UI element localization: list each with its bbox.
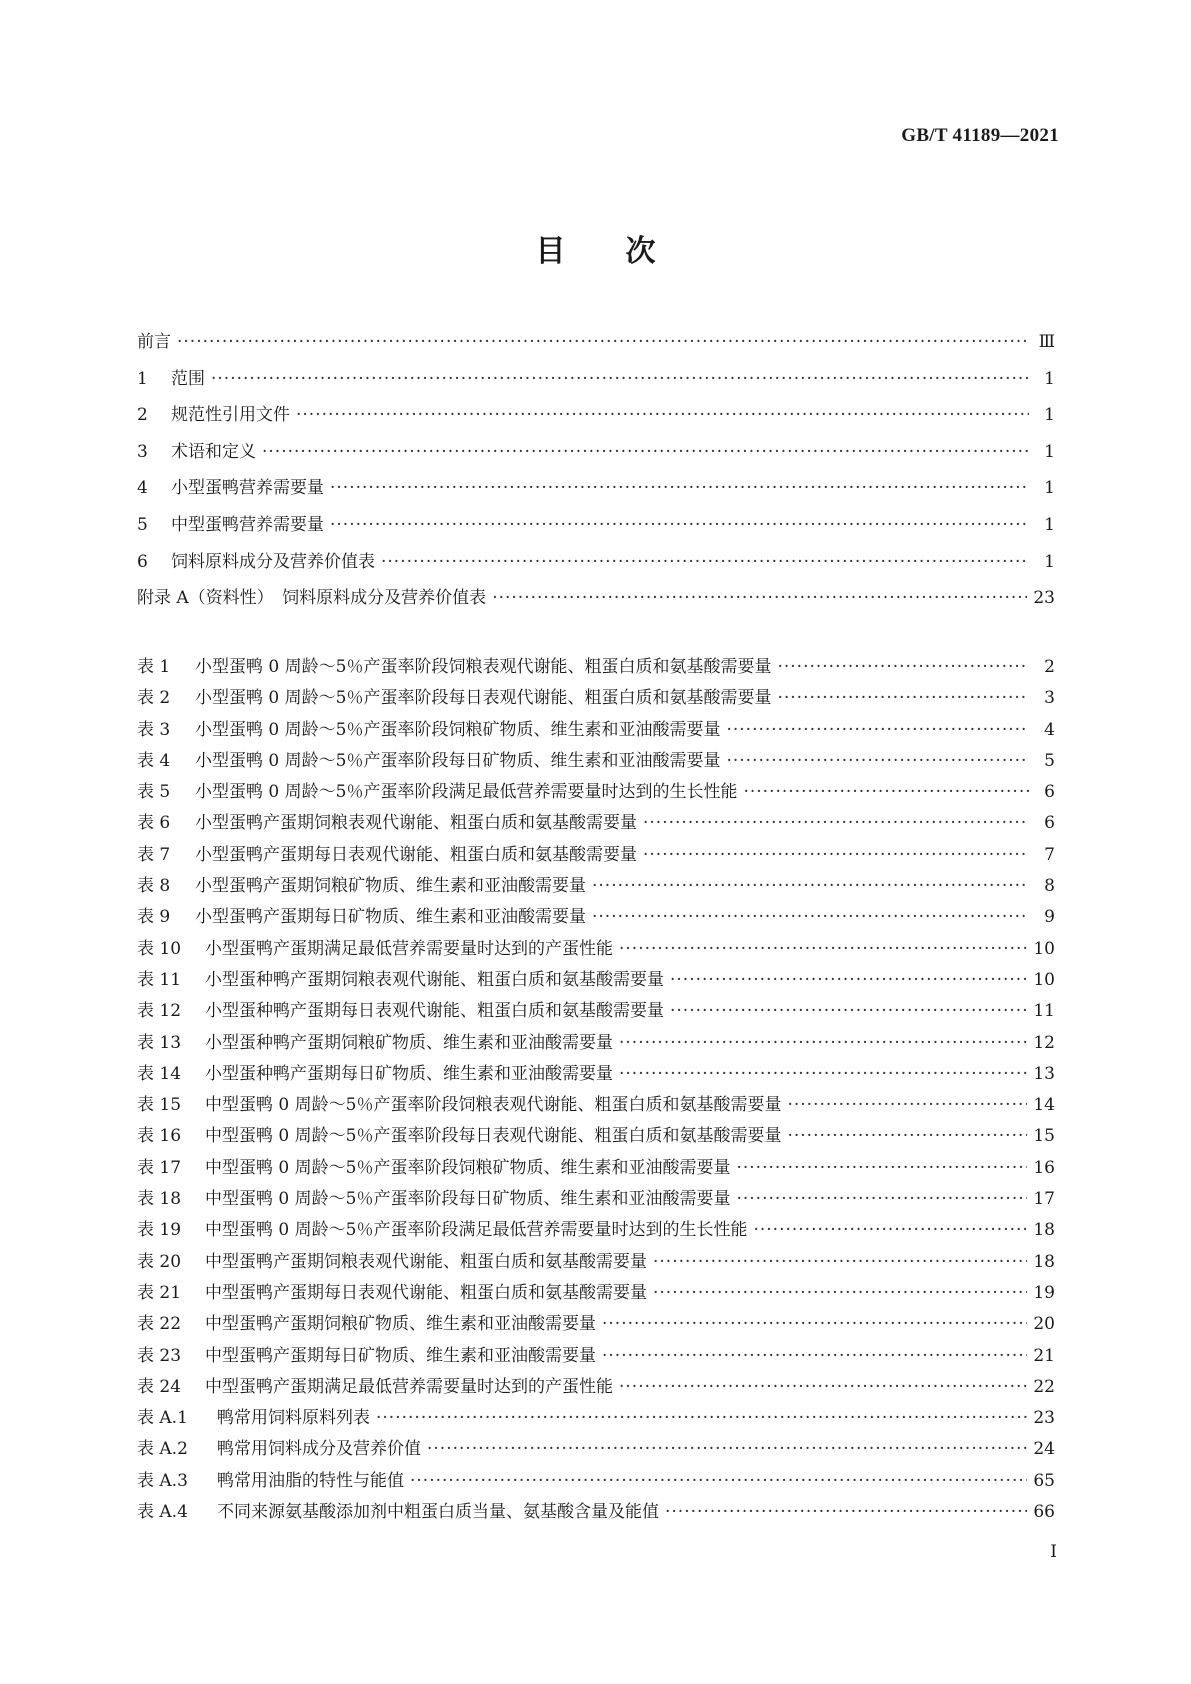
toc-entry-label: 小型蛋鸭产蛋期每日矿物质、维生素和亚油酸需要量 xyxy=(195,907,586,928)
toc-entry-page: 12 xyxy=(1033,1032,1055,1053)
toc-entry[interactable] xyxy=(137,1059,1055,1090)
toc-entry-label: 鸭常用油脂的特性与能值 xyxy=(217,1470,404,1491)
toc-entry-page: 10 xyxy=(1033,938,1055,959)
toc-entry[interactable] xyxy=(137,1466,1055,1497)
toc-entry-page: 21 xyxy=(1033,1345,1055,1366)
toc-entry[interactable] xyxy=(137,746,1055,777)
toc-entry-label: 中型蛋鸭营养需要量 xyxy=(171,514,324,535)
toc-entry-label: 小型蛋鸭 0 周龄～5％产蛋率阶段饲粮矿物质、维生素和亚油酸需要量 xyxy=(195,719,721,740)
toc-entry-number: 表 19 xyxy=(137,1220,182,1241)
title-char-2: 次 xyxy=(625,234,656,269)
toc-leader-dots xyxy=(736,1153,1027,1184)
toc-entry[interactable] xyxy=(137,470,1055,507)
toc-entry-page: 8 xyxy=(1044,876,1055,897)
toc-leader-dots xyxy=(743,777,1029,808)
toc-entry-label: 小型蛋鸭产蛋期饲粮表观代谢能、粗蛋白质和氨基酸需要量 xyxy=(195,813,637,834)
toc-entry-number: 表 6 xyxy=(137,813,171,834)
toc-leader-dots xyxy=(726,746,1029,777)
toc-leader-dots xyxy=(736,1184,1027,1215)
toc-entry-number: 表 14 xyxy=(137,1063,182,1084)
toc-entry-number: 表 17 xyxy=(137,1157,182,1178)
toc-entry-number: 4 xyxy=(137,478,148,499)
toc-entry-label: 小型蛋种鸭产蛋期每日矿物质、维生素和亚油酸需要量 xyxy=(205,1063,613,1084)
toc-entry-page: 18 xyxy=(1033,1220,1055,1241)
toc-entry-page: 1 xyxy=(1044,478,1055,499)
toc-entry-number: 表 3 xyxy=(137,719,171,740)
toc-entry-number: 表 16 xyxy=(137,1126,182,1147)
toc-entry-label: 小型蛋鸭产蛋期饲粮矿物质、维生素和亚油酸需要量 xyxy=(195,876,586,897)
toc-entry-page: 16 xyxy=(1033,1157,1055,1178)
toc-leader-dots xyxy=(296,397,1029,434)
toc-entry-page: 10 xyxy=(1033,969,1055,990)
toc-entry-page: 11 xyxy=(1033,1001,1055,1022)
toc-entry-page: 6 xyxy=(1044,813,1055,834)
toc-leader-dots xyxy=(492,580,1027,617)
toc-entry-number: 5 xyxy=(137,514,148,535)
toc-entry-label: 中型蛋鸭产蛋期饲粮表观代谢能、粗蛋白质和氨基酸需要量 xyxy=(205,1251,647,1272)
toc-entry[interactable] xyxy=(137,840,1055,871)
toc-leader-dots xyxy=(787,1090,1027,1121)
toc-leader-dots xyxy=(330,507,1029,544)
toc-entry[interactable] xyxy=(137,934,1055,965)
toc-entry-number: 表 7 xyxy=(137,844,171,865)
toc-entry-label: 附录 A（资料性） 饲料原料成分及营养价值表 xyxy=(137,588,487,609)
toc-entry-page: 1 xyxy=(1044,551,1055,572)
toc-entry[interactable] xyxy=(137,1497,1055,1528)
toc-entry[interactable] xyxy=(137,715,1055,746)
toc-leader-dots xyxy=(602,1341,1027,1372)
toc-entry-page: 66 xyxy=(1033,1502,1055,1523)
toc-entry[interactable] xyxy=(137,1247,1055,1278)
toc-entry-number: 表 4 xyxy=(137,750,171,771)
toc-entry-label: 小型蛋鸭产蛋期每日表观代谢能、粗蛋白质和氨基酸需要量 xyxy=(195,844,637,865)
toc-leader-dots xyxy=(177,324,1029,361)
toc-leader-dots xyxy=(777,652,1029,683)
toc-entry-label: 中型蛋鸭 0 周龄～5％产蛋率阶段每日表观代谢能、粗蛋白质和氨基酸需要量 xyxy=(205,1126,782,1147)
toc-entry-page: 65 xyxy=(1033,1470,1055,1491)
toc-entry-page: 2 xyxy=(1044,657,1055,677)
toc-leader-dots xyxy=(665,1497,1027,1528)
toc-entry[interactable] xyxy=(137,434,1055,471)
toc-entry[interactable] xyxy=(137,683,1055,714)
toc-entry[interactable] xyxy=(137,1153,1055,1184)
toc-leader-dots xyxy=(643,840,1029,871)
toc-leader-dots xyxy=(381,544,1029,581)
standard-code: GB/T 41189—2021 xyxy=(901,125,1059,146)
toc-entry[interactable] xyxy=(137,1028,1055,1059)
toc-entry-page: 5 xyxy=(1044,750,1055,771)
toc-entry[interactable] xyxy=(137,777,1055,808)
toc-entry[interactable] xyxy=(137,902,1055,933)
toc-entry-label: 中型蛋鸭产蛋期每日表观代谢能、粗蛋白质和氨基酸需要量 xyxy=(205,1282,647,1303)
toc-entry-page: 14 xyxy=(1033,1095,1055,1116)
toc-leader-dots xyxy=(670,965,1027,996)
toc-leader-dots xyxy=(787,1121,1027,1152)
toc-leader-dots xyxy=(643,808,1029,839)
toc-leader-dots xyxy=(602,1309,1027,1340)
toc-entry-number: 表 10 xyxy=(137,938,182,959)
toc-entry-number: 3 xyxy=(137,441,148,462)
toc-entry-label: 鸭常用饲料原料列表 xyxy=(217,1408,370,1429)
toc-main-list xyxy=(137,324,1055,617)
toc-entry[interactable] xyxy=(137,1403,1055,1434)
toc-entry[interactable] xyxy=(137,1121,1055,1152)
toc-leader-dots xyxy=(670,996,1027,1027)
toc-entry-number: 表 23 xyxy=(137,1345,182,1366)
toc-entry-label: 鸭常用饲料成分及营养价值 xyxy=(217,1439,421,1460)
toc-entry[interactable] xyxy=(137,397,1055,434)
toc-entry-label: 中型蛋鸭 0 周龄～5％产蛋率阶段饲粮表观代谢能、粗蛋白质和氨基酸需要量 xyxy=(205,1095,782,1116)
toc-entry-number: 表 A.3 xyxy=(137,1470,188,1491)
toc-entry-number: 1 xyxy=(137,368,148,389)
toc-entry-label: 小型蛋鸭 0 周龄～5％产蛋率阶段满足最低营养需要量时达到的生长性能 xyxy=(195,782,738,803)
toc-entry-label: 小型蛋种鸭产蛋期饲粮表观代谢能、粗蛋白质和氨基酸需要量 xyxy=(205,969,664,990)
toc-entry-page: 23 xyxy=(1033,588,1055,609)
toc-entry-label: 前言 xyxy=(137,332,171,352)
toc-entry-label: 中型蛋鸭 0 周龄～5％产蛋率阶段饲粮矿物质、维生素和亚油酸需要量 xyxy=(205,1157,731,1178)
toc-entry-number: 2 xyxy=(137,405,148,426)
toc-entry[interactable] xyxy=(137,996,1055,1027)
toc-entry-label: 饲料原料成分及营养价值表 xyxy=(171,551,375,572)
toc-entry-page: 19 xyxy=(1033,1282,1055,1303)
toc-entry-label: 中型蛋鸭产蛋期饲粮矿物质、维生素和亚油酸需要量 xyxy=(205,1314,596,1335)
toc-entry-label: 小型蛋鸭 0 周龄～5％产蛋率阶段每日表观代谢能、粗蛋白质和氨基酸需要量 xyxy=(195,688,772,709)
toc-entry-label: 范围 xyxy=(171,368,205,389)
toc-entry-number: 表 20 xyxy=(137,1251,182,1272)
toc-entry[interactable] xyxy=(137,1090,1055,1121)
title-char-1: 目 xyxy=(535,234,566,269)
toc-entry-number: 表 24 xyxy=(137,1376,182,1397)
toc-entry[interactable] xyxy=(137,580,1055,617)
toc-entry[interactable] xyxy=(137,324,1055,361)
toc-leader-dots xyxy=(619,934,1027,965)
toc-entry-page: 24 xyxy=(1033,1439,1055,1460)
toc-entry[interactable] xyxy=(137,652,1055,683)
page-title xyxy=(0,226,1191,270)
toc-entry-page: 20 xyxy=(1033,1314,1055,1335)
toc-leader-dots xyxy=(376,1403,1027,1434)
toc-leader-dots xyxy=(753,1215,1027,1246)
toc-entry-label: 中型蛋鸭 0 周龄～5％产蛋率阶段每日矿物质、维生素和亚油酸需要量 xyxy=(205,1189,731,1210)
toc-entry-number: 表 8 xyxy=(137,876,171,897)
toc-entry-number: 表 1 xyxy=(137,657,171,677)
toc-entry[interactable] xyxy=(137,1215,1055,1246)
toc-entry-label: 小型蛋种鸭产蛋期饲粮矿物质、维生素和亚油酸需要量 xyxy=(205,1032,613,1053)
toc-entry-number: 6 xyxy=(137,551,148,572)
toc-leader-dots xyxy=(619,1372,1027,1403)
toc-leader-dots xyxy=(592,871,1029,902)
toc-entry-number: 表 22 xyxy=(137,1314,182,1335)
toc-entry-label: 中型蛋鸭产蛋期满足最低营养需要量时达到的产蛋性能 xyxy=(205,1376,613,1397)
toc-leader-dots xyxy=(726,715,1029,746)
toc-entry[interactable] xyxy=(137,1309,1055,1340)
toc-entry-page: 23 xyxy=(1033,1408,1055,1429)
toc-entry[interactable] xyxy=(137,871,1055,902)
toc-entry-number: 表 A.2 xyxy=(137,1439,188,1460)
toc-entry-label: 小型蛋种鸭产蛋期每日表观代谢能、粗蛋白质和氨基酸需要量 xyxy=(205,1001,664,1022)
toc-leader-dots xyxy=(777,683,1029,714)
toc-leader-dots xyxy=(211,361,1029,398)
toc-entry-page: Ⅲ xyxy=(1038,332,1055,352)
toc-leader-dots xyxy=(427,1434,1027,1465)
toc-entry-number: 表 18 xyxy=(137,1189,182,1210)
toc-leader-dots xyxy=(262,434,1029,471)
toc-entry-page: 17 xyxy=(1033,1189,1055,1210)
toc-entry-label: 中型蛋鸭产蛋期每日矿物质、维生素和亚油酸需要量 xyxy=(205,1345,596,1366)
toc-entry-number: 表 12 xyxy=(137,1001,182,1022)
toc-entry[interactable] xyxy=(137,1434,1055,1465)
toc-entry-number: 表 15 xyxy=(137,1095,182,1116)
toc-entry-number: 表 A.1 xyxy=(137,1408,188,1429)
toc-leader-dots xyxy=(330,470,1029,507)
toc-entry[interactable] xyxy=(137,361,1055,398)
toc-entry-label: 小型蛋鸭产蛋期满足最低营养需要量时达到的产蛋性能 xyxy=(205,938,613,959)
toc-entry-label: 规范性引用文件 xyxy=(171,405,290,426)
toc-entry[interactable] xyxy=(137,544,1055,581)
toc-entry[interactable] xyxy=(137,1341,1055,1372)
toc-entry[interactable] xyxy=(137,965,1055,996)
toc-entry-number: 表 13 xyxy=(137,1032,182,1053)
toc-entry-number: 表 21 xyxy=(137,1282,182,1303)
toc-entry-label: 术语和定义 xyxy=(171,441,256,462)
toc-entry-number: 表 2 xyxy=(137,688,171,709)
toc-entry-page: 22 xyxy=(1033,1376,1055,1397)
toc-entry-number: 表 11 xyxy=(137,969,182,990)
toc-tables-list xyxy=(137,652,1055,1528)
toc-leader-dots xyxy=(592,902,1029,933)
toc-leader-dots xyxy=(410,1466,1027,1497)
toc-entry-label: 中型蛋鸭 0 周龄～5％产蛋率阶段满足最低营养需要量时达到的生长性能 xyxy=(205,1220,748,1241)
toc-entry-page: 1 xyxy=(1044,441,1055,462)
toc-entry[interactable] xyxy=(137,1372,1055,1403)
toc-entry[interactable] xyxy=(137,1278,1055,1309)
toc-entry-label: 小型蛋鸭 0 周龄～5％产蛋率阶段每日矿物质、维生素和亚油酸需要量 xyxy=(195,750,721,771)
toc-entry-page: 18 xyxy=(1033,1251,1055,1272)
toc-entry-page: 3 xyxy=(1044,688,1055,709)
toc-entry-page: 4 xyxy=(1044,719,1055,740)
toc-leader-dots xyxy=(619,1059,1027,1090)
toc-entry[interactable] xyxy=(137,507,1055,544)
toc-entry-number: 表 9 xyxy=(137,907,171,928)
toc-entry-label: 小型蛋鸭 0 周龄～5％产蛋率阶段饲粮表观代谢能、粗蛋白质和氨基酸需要量 xyxy=(195,657,772,677)
toc-entry[interactable] xyxy=(137,808,1055,839)
toc-entry-page: 1 xyxy=(1044,368,1055,389)
toc-entry-page: 9 xyxy=(1044,907,1055,928)
footer-page-number: I xyxy=(1050,1542,1057,1562)
toc-entry-page: 7 xyxy=(1044,844,1055,865)
toc-entry-page: 1 xyxy=(1044,514,1055,535)
toc-entry-number: 表 5 xyxy=(137,782,171,803)
toc-entry-page: 1 xyxy=(1044,405,1055,426)
toc-leader-dots xyxy=(619,1028,1027,1059)
toc-entry-label: 小型蛋鸭营养需要量 xyxy=(171,478,324,499)
toc-entry-page: 13 xyxy=(1033,1063,1055,1084)
toc-leader-dots xyxy=(653,1247,1027,1278)
toc-entry-page: 6 xyxy=(1044,782,1055,803)
toc-entry-number: 表 A.4 xyxy=(137,1502,188,1523)
toc-entry-page: 15 xyxy=(1033,1126,1055,1147)
toc-entry-label: 不同来源氨基酸添加剂中粗蛋白质当量、氨基酸含量及能值 xyxy=(217,1502,659,1523)
toc-leader-dots xyxy=(653,1278,1027,1309)
toc-entry[interactable] xyxy=(137,1184,1055,1215)
